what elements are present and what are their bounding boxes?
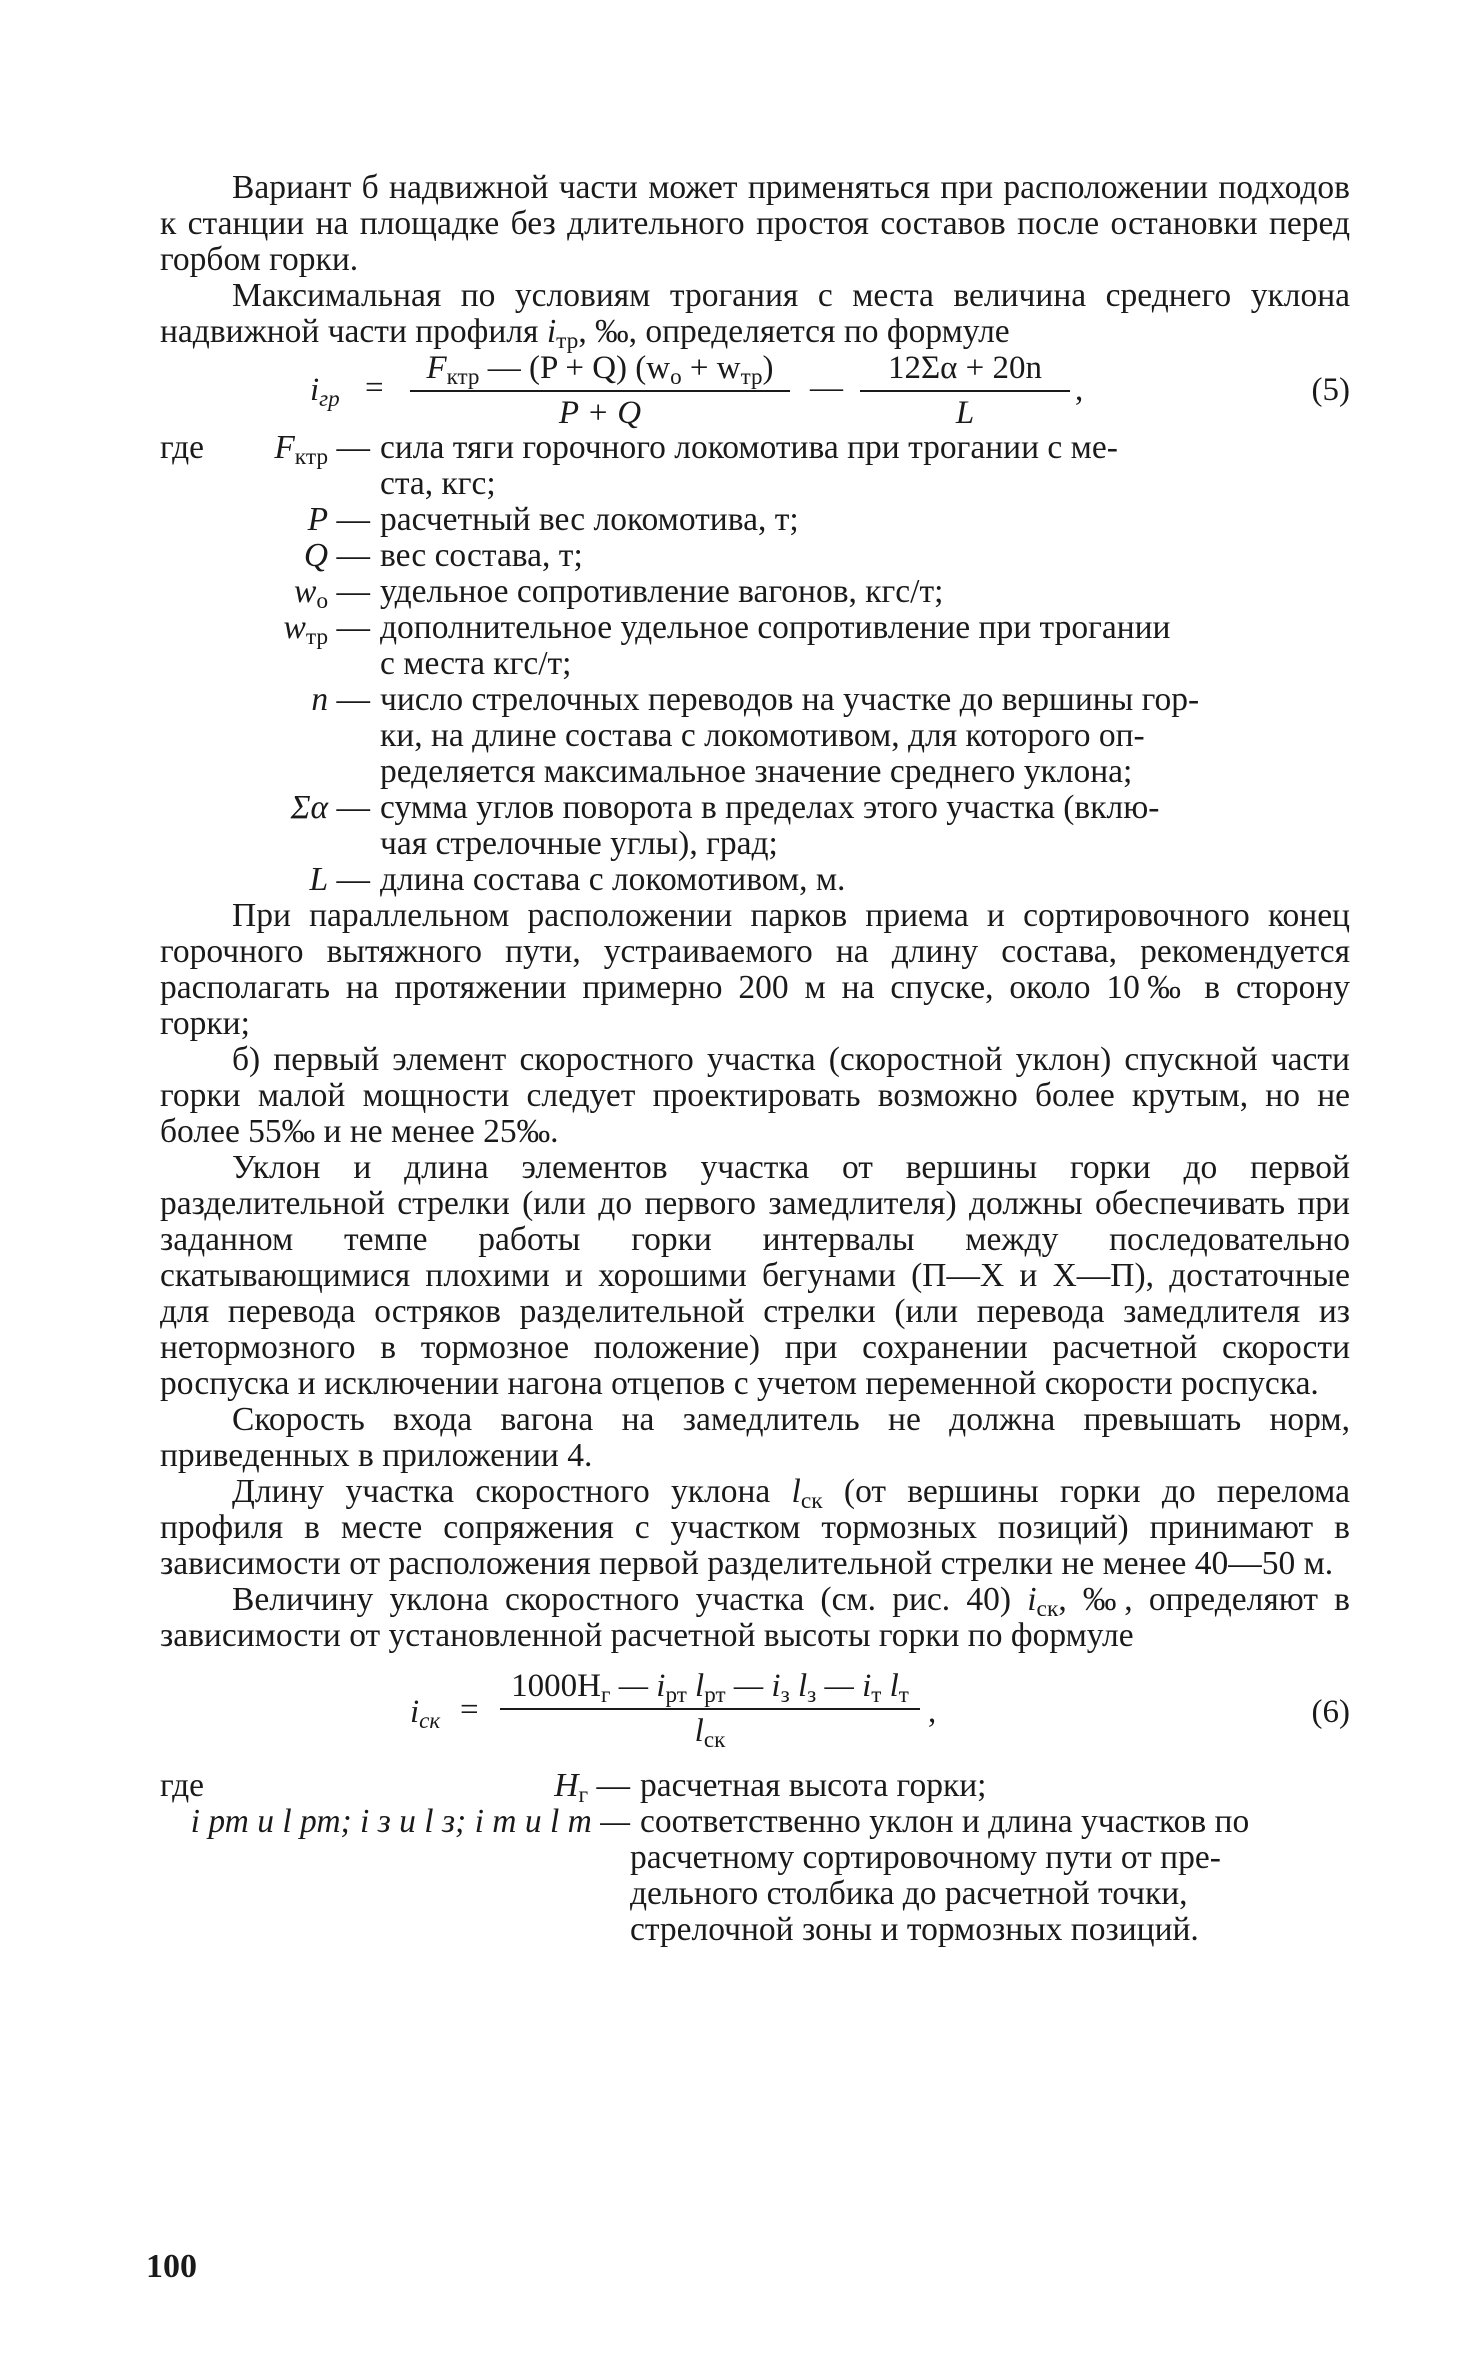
definition-text: сумма углов поворота в пределах этого участка (вклю- чая стрелочные углы), град; — [380, 789, 1160, 862]
definition-item — [160, 610, 1350, 682]
symbol-sub: ск — [1036, 1596, 1059, 1622]
page-number: 100 — [146, 2248, 197, 2285]
paragraph-first-element: б) первый элемент скоростного участка (скоростной уклон) спускной части горки малой мощности следует проектировать возможно более крутым, но не более 55‰ и не менее 25‰. — [160, 1041, 1350, 1150]
definition-text: расчетная высота горки; — [640, 1767, 987, 1804]
numerator-2: 12Σα + 20n — [887, 350, 1043, 386]
definition-item — [160, 862, 1350, 898]
paragraph-variant-b: Вариант б надвижной части может применяться при расположении подходов к станции на площадке без длительного простоя составов после остановки перед горбом горки. — [160, 169, 1350, 278]
paragraph-text: Длину участка скоростного уклона — [232, 1473, 792, 1510]
paragraph-text: (от вершины горки до перелома профиля в месте сопряжения с участком тормозных позиций) принимают в зависимости от расположения первой разделительной стрелки не менее 40—50 м. — [160, 1473, 1350, 1582]
where-label: где — [160, 429, 204, 466]
definition-text: удельное сопротивление вагонов, кгс/т; — [380, 573, 944, 610]
fraction-bar — [410, 390, 790, 392]
definition-item — [160, 502, 1350, 538]
denominator-1: P + Q — [558, 395, 642, 431]
numerator: $1000H_г$ — $i_{рт}$ $l_{рт}$ — $i_з$ $l_з$ — $i_т$ $l_т$ — [511, 1668, 909, 1707]
definition-text: сила тяги горочного локомотива при трогании с ме- ста, кгс; — [380, 429, 1118, 502]
definition-symbol: где $F_{ктр}$ — — [160, 429, 370, 470]
symbol-l-sk: l — [791, 1473, 801, 1510]
paragraph-slope-value — [160, 1582, 1350, 1654]
definition-text: соответственно уклон и длина участков по — [640, 1803, 1250, 1840]
fraction-2 — [860, 350, 1070, 432]
formula-6: $i_{ск}$ = $1000H_г$ — $i_{рт}$ $l_{рт}$ — $i_з$ $l_з$ — $i_т$ $l_т$ $l_{ск}$ , (6) — [410, 1668, 1350, 1752]
definition-continuation: расчетному сортировочному пути от пре- дельного столбика до расчетной точки, стрелочной зоны и тормозных позиций. — [630, 1839, 1221, 1948]
paragraph-text: , ‰, определяется по формуле — [578, 313, 1010, 350]
definition-symbol: Σα — — [290, 789, 370, 826]
paragraph-text: , ‰, определяют в зависимости от установленной расчетной высоты горки по формуле — [160, 1581, 1350, 1654]
definition-item — [160, 682, 1350, 790]
definition-text: дополнительное удельное сопротивление при трогании с места кгс/т; — [380, 609, 1171, 682]
definition-text: длина состава с локомотивом, м. — [380, 861, 846, 898]
definition-text: вес состава, т; — [380, 537, 583, 574]
denominator-2: L — [955, 395, 975, 431]
fraction-1 — [410, 350, 790, 432]
symbol-i-tr: i — [546, 313, 557, 350]
equals-sign: = — [365, 370, 384, 406]
definition-text: расчетный вес локомотива, т; — [380, 501, 799, 538]
numerator-1: $F_{ктр}$ — (P + Q) $(w_о + w_{тр})$ — [426, 350, 774, 389]
definition-symbol: L — — [309, 861, 370, 898]
definition-symbol: $w_{тр}$ — — [283, 609, 370, 650]
definition-item — [160, 573, 1350, 614]
paragraph-parallel-parks: При параллельном расположении парков приема и сортировочного конец горочного вытяжного пути, устраиваемого на длину состава, рекомендуется располагать на протяжении примерно 200 м на спуске, около 10‰ в сторону горки; — [160, 897, 1350, 1042]
paragraph-text: Максимальная по условиям трогания с места величина среднего уклона надвижной части профиля — [160, 277, 1350, 350]
definition-symbol: $w_о$ — — [294, 573, 370, 614]
paragraph-max-slope — [160, 277, 1350, 354]
definition-symbol: где $H_г$ — — [160, 1767, 630, 1808]
equation-number: (5) — [1311, 372, 1350, 408]
paragraph-slope-length: Уклон и длина элементов участка от вершины горки до первой разделительной стрелки (или до первого замедлителя) должны обеспечивать при заданном темпе работы горки интервалы между последовательно скатывающимися плохими и хорошими бегунами (П—Х и Х—П), достаточные для перевода остряков разделительной стрелки (или перевода замедлителя из нетормозного в тормозное положение) при сохранении расчетной скорости роспуска и исключении нагона отцепов с учетом переменной скорости роспуска. — [160, 1149, 1350, 1402]
definition-item — [160, 538, 1350, 574]
paragraph-text: Величину уклона скоростного участка (см. рис. 40) — [232, 1581, 1028, 1618]
definition-hg — [160, 1767, 1350, 1808]
formula-5: $i_{гр}$ = $F_{ктр}$ — (P + Q) $(w_о + w_{тр})$ P + Q — 12Σα + 20n L , (5) — [310, 350, 1350, 431]
definition-item — [160, 790, 1350, 862]
symbol-sub: ск — [800, 1488, 823, 1514]
formula-lhs: $i_{гр}$ — [310, 372, 340, 411]
minus-sign: — — [810, 370, 843, 406]
definitions-list — [160, 430, 1350, 898]
formula-lhs: $i_{ск}$ — [410, 1694, 441, 1733]
equals-sign: = — [460, 1692, 479, 1728]
definition-symbol: P — — [307, 501, 370, 538]
paragraph-length — [160, 1474, 1350, 1582]
definition-text: число стрелочных переводов на участке до вершины гор- ки, на длине состава с локомотивом, для которого оп- ределяется максимальное значение среднего уклона; — [380, 681, 1200, 790]
symbol-i-sk: i — [1027, 1581, 1037, 1618]
definition-slopes — [160, 1804, 1350, 1840]
equation-number: (6) — [1311, 1694, 1350, 1730]
definition-symbol: Q — — [303, 537, 370, 574]
fraction — [500, 1668, 920, 1750]
symbol-sub: тр — [556, 328, 579, 354]
definition-symbol: i рт и l рт; i з и l з; i т и l т — — [190, 1803, 630, 1840]
definition-item — [160, 430, 1350, 502]
fraction-bar — [860, 390, 1070, 392]
fraction-bar — [500, 1708, 920, 1710]
page-body — [160, 170, 1350, 1948]
denominator: $l_{ск}$ — [694, 1713, 726, 1752]
paragraph-speed: Скорость входа вагона на замедлитель не должна превышать норм, приведенных в приложении 4. — [160, 1401, 1350, 1474]
definition-symbol: n — — [311, 681, 370, 718]
